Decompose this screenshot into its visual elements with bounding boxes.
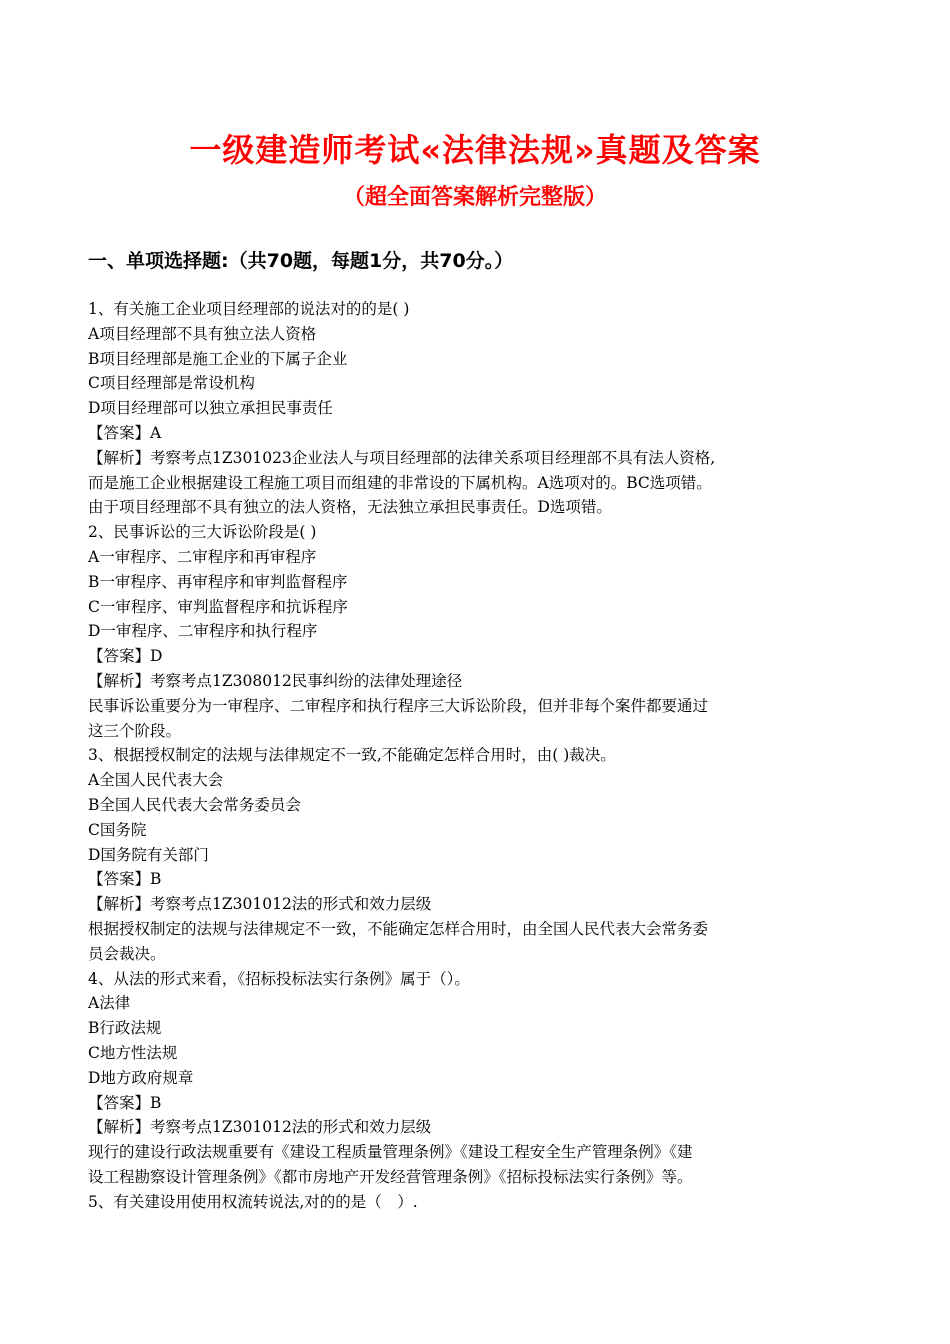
text-line: 民事诉讼重要分为一审程序、二审程序和执行程序三大诉讼阶段，但并非每个案件都要通过 <box>88 696 709 715</box>
text-line: A法律 <box>88 994 131 1013</box>
text-line: 4、从法的形式来看，《招标投标法实行条例》属于（）。 <box>88 969 470 988</box>
text-line: B一审程序、再审程序和审判监督程序 <box>88 572 348 591</box>
question-content <box>88 297 868 1214</box>
text-line: C项目经理部是常设机构 <box>88 374 255 393</box>
text-line: B行政法规 <box>88 1019 162 1038</box>
text-line: 2、民事诉讼的三大诉讼阶段是( ) <box>88 523 317 542</box>
text-line: A全国人民代表大会 <box>88 771 224 790</box>
text-line: B全国人民代表大会常务委员会 <box>88 795 301 814</box>
text-line: 【答案】D <box>88 647 163 666</box>
text-line: C国务院 <box>88 820 147 839</box>
section-heading: 一、单项选择题:（共70题，每题1分，共70分。） <box>88 250 514 272</box>
text-line: B项目经理部是施工企业的下属子企业 <box>88 349 348 368</box>
text-line: 【解析】考察考点1Z301012法的形式和效力层级 <box>88 1118 432 1137</box>
text-line: D国务院有关部门 <box>88 845 209 864</box>
text-line: 【解析】考察考点1Z301012法的形式和效力层级 <box>88 895 432 914</box>
text-line: D一审程序、二审程序和执行程序 <box>88 622 318 641</box>
text-line: 员会裁决。 <box>88 944 166 963</box>
text-line: 【解析】考察考点1Z308012民事纠纷的法律处理途径 <box>88 671 463 690</box>
text-line: A项目经理部不具有独立法人资格 <box>88 324 317 343</box>
text-line: 这三个阶段。 <box>88 721 182 740</box>
text-line: 根据授权制定的法规与法律规定不一致，不能确定怎样合用时，由全国人民代表大会常务委 <box>88 919 709 938</box>
document-title: 一级建造师考试«法律法规»真题及答案 <box>189 131 761 169</box>
text-line: D项目经理部可以独立承担民事责任 <box>88 399 333 418</box>
text-line: 3、根据授权制定的法规与法律规定不一致,不能确定怎样合用时，由( )裁决。 <box>88 746 616 765</box>
text-line: C地方性法规 <box>88 1043 178 1062</box>
text-line: 【答案】B <box>88 870 162 889</box>
text-line: 1、有关施工企业项目经理部的说法对的的是( ) <box>88 300 410 318</box>
text-line: C一审程序、审判监督程序和抗诉程序 <box>88 597 348 616</box>
text-line: D地方政府规章 <box>88 1068 194 1087</box>
text-line: 【答案】B <box>88 1093 162 1112</box>
text-line: 【答案】A <box>88 423 162 442</box>
text-line: 【解析】考察考点1Z301023企业法人与项目经理部的法律关系项目经理部不具有法人资格, <box>88 448 716 467</box>
text-line: 而是施工企业根据建设工程施工项目而组建的非常设的下属机构。A选项对的。BC选项错。 <box>88 473 712 492</box>
document-subtitle: （超全面答案解析完整版） <box>342 185 607 210</box>
text-line: 现行的建设行政法规重要有《建设工程质量管理条例》《建设工程安全生产管理条例》《建 <box>88 1143 693 1162</box>
text-line: 5、有关建设用使用权流转说法,对的的是（ ）. <box>88 1192 418 1211</box>
text-line: 设工程勘察设计管理条例》《都市房地产开发经营管理条例》《招标投标法实行条例》等。 <box>88 1167 693 1186</box>
text-line: A一审程序、二审程序和再审程序 <box>88 547 317 566</box>
text-line: 由于项目经理部不具有独立的法人资格，无法独立承担民事责任。D选项错。 <box>88 498 612 517</box>
